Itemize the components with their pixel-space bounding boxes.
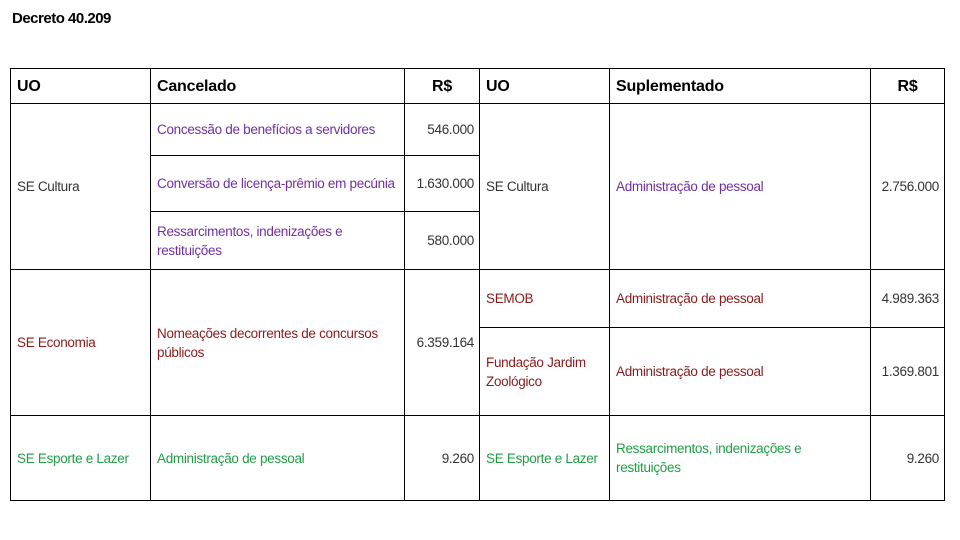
economia-sup-desc-2: Administração de pessoal: [610, 328, 871, 416]
economia-sup-value-2: 1.369.801: [871, 328, 945, 416]
esporte-uo-cell: SE Esporte e Lazer: [11, 416, 151, 501]
cultura-cancel-desc-1: Concessão de benefícios a servidores: [151, 104, 405, 156]
economia-sup-uo-1: SEMOB: [480, 270, 610, 328]
esporte-cancel-value-cell: 9.260: [405, 416, 480, 501]
header-rs-right: R$: [871, 69, 945, 104]
economia-sup-uo-2: Fundação Jardim Zoológico: [480, 328, 610, 416]
table-row: [11, 270, 945, 328]
page-title: Decreto 40.209: [12, 10, 111, 27]
cultura-sup-uo-cell: SE Cultura: [480, 104, 610, 270]
cultura-cancel-value-1: 546.000: [405, 104, 480, 156]
esporte-cancel-desc-cell: Administração de pessoal: [151, 416, 405, 501]
header-uo-left: UO: [11, 69, 151, 104]
economia-sup-desc-1: Administração de pessoal: [610, 270, 871, 328]
cultura-uo-cell: SE Cultura: [11, 104, 151, 270]
economia-sup-value-1: 4.989.363: [871, 270, 945, 328]
header-cancelado: Cancelado: [151, 69, 405, 104]
table-row: [11, 416, 945, 501]
budget-table: [10, 68, 945, 501]
esporte-sup-uo-cell: SE Esporte e Lazer: [480, 416, 610, 501]
cultura-sup-desc-cell: Administração de pessoal: [610, 104, 871, 270]
cultura-cancel-desc-2: Conversão de licença-prêmio em pecúnia: [151, 156, 405, 212]
esporte-sup-value-cell: 9.260: [871, 416, 945, 501]
cultura-cancel-value-2: 1.630.000: [405, 156, 480, 212]
cultura-sup-value-cell: 2.756.000: [871, 104, 945, 270]
economia-cancel-value-cell: 6.359.164: [405, 270, 480, 416]
esporte-sup-desc-cell: Ressarcimentos, indenizações e restituições: [610, 416, 871, 501]
economia-cancel-desc-cell: Nomeações decorrentes de concursos públicos: [151, 270, 405, 416]
header-suplementado: Suplementado: [610, 69, 871, 104]
cultura-cancel-desc-3: Ressarcimentos, indenizações e restituições: [151, 212, 405, 270]
cultura-cancel-value-3: 580.000: [405, 212, 480, 270]
header-uo-right: UO: [480, 69, 610, 104]
table-row: [11, 104, 945, 156]
header-row: [11, 69, 945, 104]
header-rs-left: R$: [405, 69, 480, 104]
economia-uo-cell: SE Economia: [11, 270, 151, 416]
